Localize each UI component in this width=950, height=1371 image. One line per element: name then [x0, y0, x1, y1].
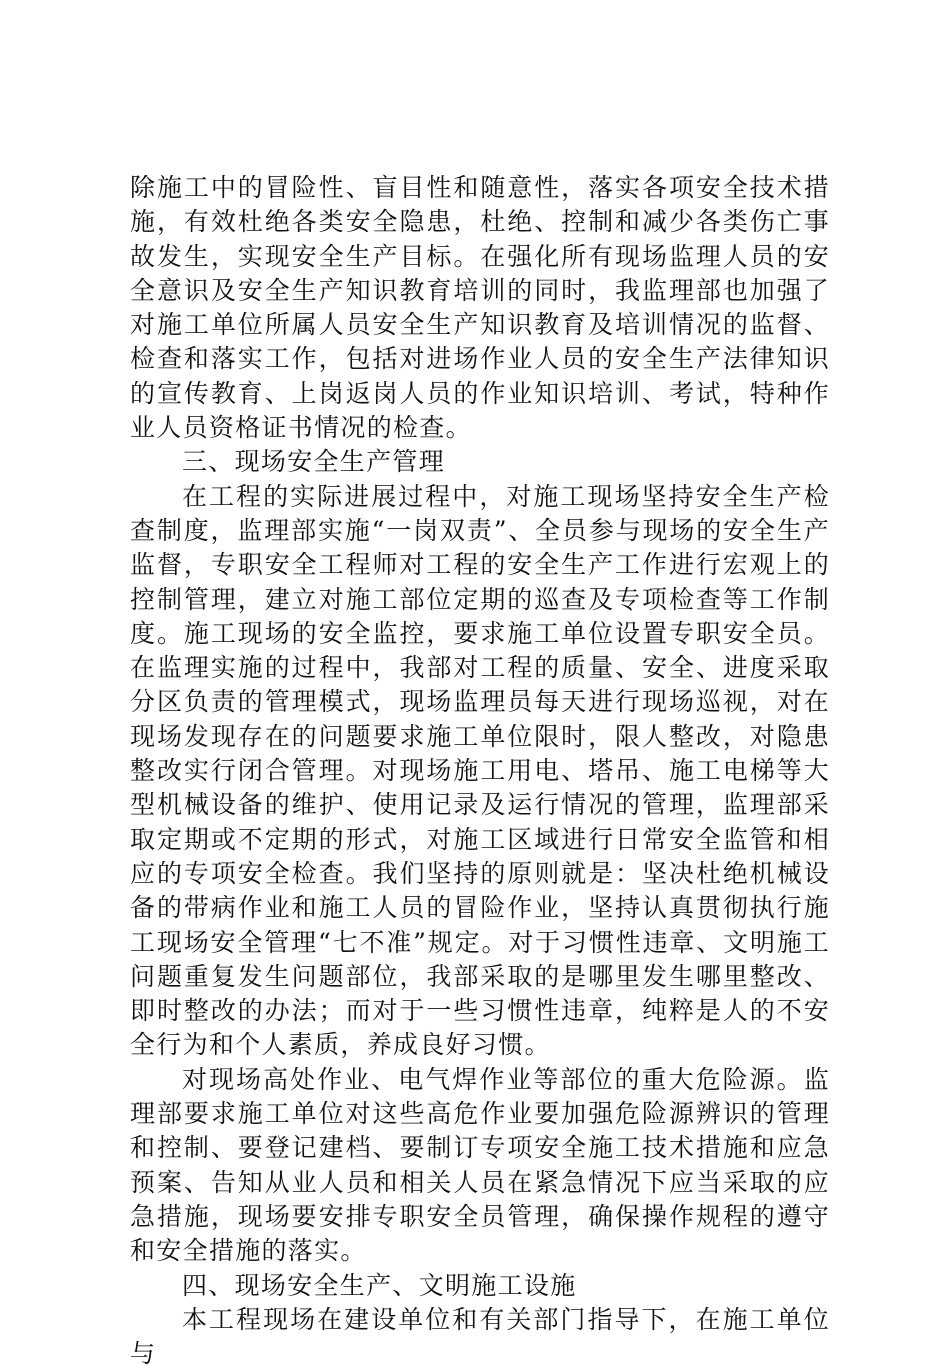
section-heading-4: 四、现场安全生产、文明施工设施 [182, 1270, 577, 1300]
document-body [130, 171, 830, 1371]
body-paragraph: 对现场高处作业、电气焊作业等部位的重大危险源。监理部要求施工单位对这些高危作业要加强危险源辨识的管理和控制、要登记建档、要制订专项安全施工技术措施和应急预案、告知从业人员和相关人员在紧急情况下应当采取的应急措施，现场要安排专职安全员管理，确保操作规程的遵守和安全措施的落实。 [130, 1064, 830, 1266]
body-paragraph: 本工程现场在建设单位和有关部门指导下，在施工单位与 [130, 1304, 830, 1369]
body-paragraph: 在工程的实际进展过程中，对施工现场坚持安全生产检查制度，监理部实施“一岗双责”、全员参与现场的安全生产监督，专职安全工程师对工程的安全生产工作进行宏观上的控制管理，建立对施工部位定期的巡查及专项检查等工作制度。施工现场的安全监控，要求施工单位设置专职安全员。在监理实施的过程中，我部对工程的质量、安全、进度采取分区负责的管理模式，现场监理员每天进行现场巡视，对在现场发现存在的问题要求施工单位限时，限人整改，对隐患整改实行闭合管理。对现场施工用电、塔吊、施工电梯等大型机械设备的维护、使用记录及运行情况的管理，监理部采取定期或不定期的形式，对施工区域进行日常安全监管和相应的专项安全检查。我们坚持的原则就是：坚决杜绝机械设备的带病作业和施工人员的冒险作业，坚持认真贯彻执行施工现场安全管理“七不准”规定。对于习惯性违章、文明施工问题重复发生问题部位，我部采取的是哪里发生哪里整改、即时整改的办法；而对于一些习惯性违章，纯粹是人的不安全行为和个人素质，养成良好习惯。 [130, 481, 830, 1060]
body-paragraph: 除施工中的冒险性、盲目性和随意性，落实各项安全技术措施，有效杜绝各类安全隐患，杜绝、控制和减少各类伤亡事故发生，实现安全生产目标。在强化所有现场监理人员的安全意识及安全生产知识教育培训的同时，我监理部也加强了对施工单位所属人员安全生产知识教育及培训情况的监督、检查和落实工作，包括对进场作业人员的安全生产法律知识的宣传教育、上岗返岗人员的作业知识培训、考试，特种作业人员资格证书情况的检查。 [130, 173, 830, 443]
section-heading-3: 三、现场安全生产管理 [182, 447, 446, 477]
